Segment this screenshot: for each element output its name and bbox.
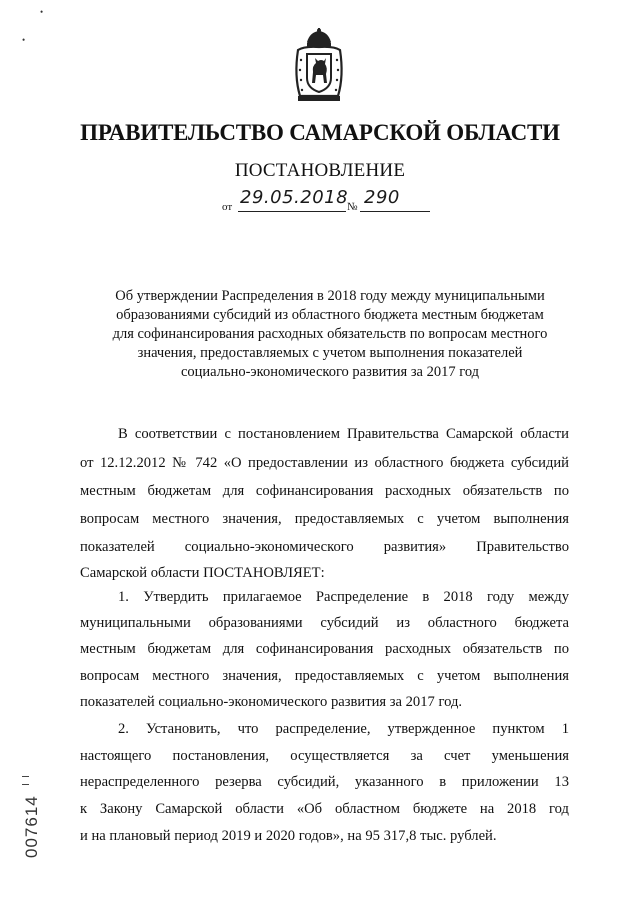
- date-prefix: от: [222, 201, 233, 213]
- body-line: муниципальными образованиями субсидий из областного бюджета: [80, 615, 569, 631]
- body-line: местным бюджетам для софинансирования расходных обязательств по: [80, 641, 569, 657]
- body-line: 1. Утвердить прилагаемое Распределение в 2018 году между: [118, 589, 569, 605]
- subject-line: для софинансирования расходных обязательств по вопросам местного: [112, 326, 548, 342]
- scan-mark: •: [40, 7, 44, 17]
- body-line: от 12.12.2012 № 742 «О предоставлении из областного бюджета субсидий: [80, 455, 569, 471]
- body-line: к Закону Самарской области «Об областном бюджете на 2018 год: [80, 801, 569, 817]
- government-title: ПРАВИТЕЛЬСТВО САМАРСКОЙ ОБЛАСТИ: [80, 120, 560, 145]
- date-underline: [238, 211, 346, 212]
- body-line: настоящего постановления, осуществляется за счет уменьшения: [80, 748, 569, 764]
- decree-subject: [80, 287, 580, 382]
- subject-line: образованиями субсидий из областного бюджета местным бюджетам: [116, 307, 544, 323]
- subject-line: значения, предоставляемых с учетом выполнения показателей: [137, 345, 523, 361]
- body-line: вопросам местного значения, предоставляемых с учетом выполнения: [80, 668, 569, 684]
- coat-of-arms-emblem: [288, 28, 350, 104]
- body-line: местным бюджетам для софинансирования расходных обязательств по: [80, 483, 569, 499]
- side-tick-mark: [22, 776, 29, 777]
- scan-mark: •: [22, 35, 26, 45]
- number-underline: [360, 211, 430, 212]
- body-line: показателей социально-экономического развития за 2017 год.: [80, 694, 463, 710]
- registration-number: 007614: [22, 795, 41, 858]
- document-type: ПОСТАНОВЛЕНИЕ: [234, 160, 406, 181]
- body-line: 2. Установить, что распределение, утвержденное пунктом 1: [118, 721, 569, 737]
- body-line: показателей социально-экономического развития» Правительство: [80, 539, 569, 555]
- handwritten-number: 290: [364, 187, 400, 208]
- body-line: В соответствии с постановлением Правительства Самарской области: [118, 426, 569, 442]
- body-line: нераспределенного резерва субсидий, указанного в приложении 13: [80, 774, 569, 790]
- subject-line: социально-экономического развития за 2017 год: [180, 364, 480, 380]
- number-prefix: №: [347, 201, 358, 213]
- subject-line: Об утверждении Распределения в 2018 году между муниципальными: [115, 288, 545, 304]
- side-tick-mark: [22, 784, 29, 785]
- body-line: вопросам местного значения, предоставляемых с учетом выполнения: [80, 511, 569, 527]
- body-line: Самарской области ПОСТАНОВЛЯЕТ:: [80, 565, 325, 581]
- handwritten-date: 29.05.2018: [240, 187, 349, 208]
- body-line: и на плановый период 2019 и 2020 годов», на 95 317,8 тыс. рублей.: [80, 828, 497, 844]
